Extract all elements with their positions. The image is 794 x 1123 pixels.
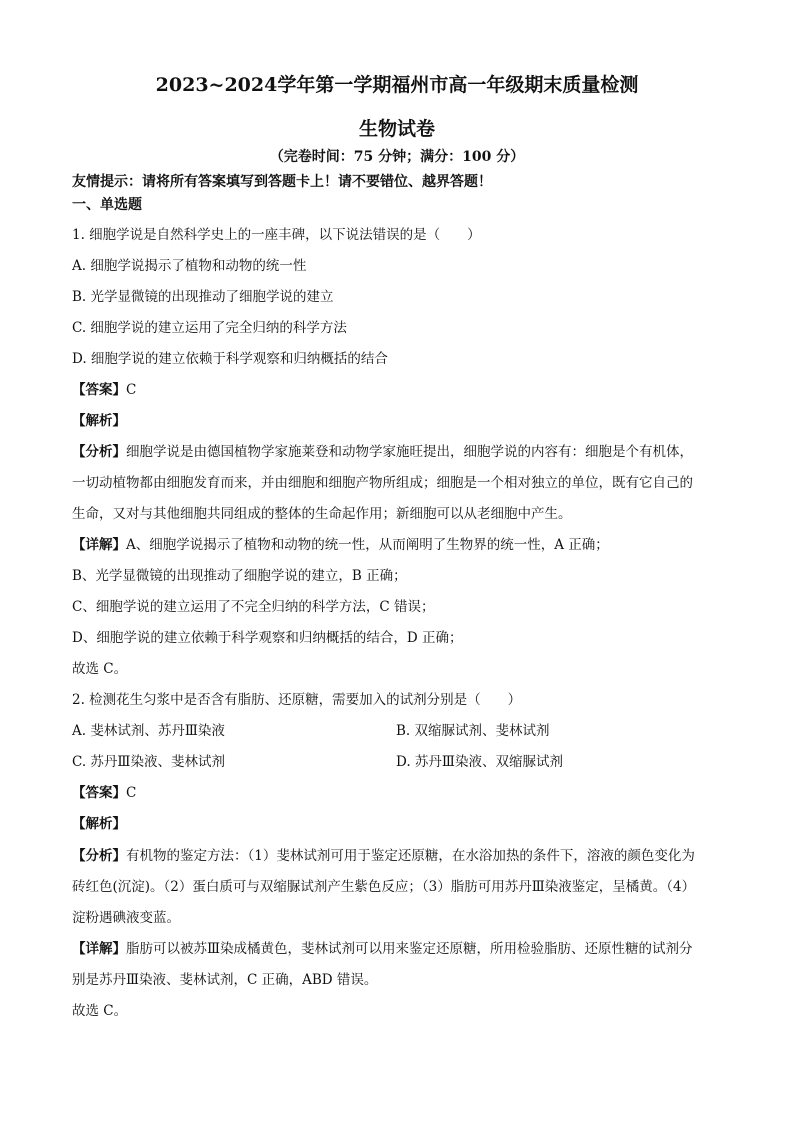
q2-analysis-tag: 【解析】 — [72, 816, 126, 832]
q2-stem: 2. 检测花生匀浆中是否含有脂肪、还原糖，需要加入的试剂分别是（ ） — [72, 692, 522, 708]
notice: 友情提示：请将所有答案填写到答题卡上！请不要错位、越界答题！ — [72, 174, 492, 190]
q2-option-b: B. 双缩脲试剂、斐林试剂 — [396, 723, 550, 739]
answer-tag: 【答案】 — [72, 382, 126, 398]
q1-fenxi-3: 生命，又对与其他细胞共同组成的整体的生命起作用；新细胞可以从老细胞中产生。 — [72, 506, 572, 522]
q1-detail-3: C、细胞学说的建立运用了不完全归纳的科学方法，C 错误； — [72, 599, 435, 615]
q2-fenxi-1 — [72, 846, 695, 866]
detail-tag: 【详解】 — [72, 941, 126, 957]
q2-answer — [72, 783, 136, 803]
detail-text: 脂肪可以被苏Ⅲ染成橘黄色，斐林试剂可以用来鉴定还原糖，所用检验脂肪、还原性糖的试剂分 — [126, 941, 693, 957]
exam-title: 2023~2024学年第一学期福州市高一年级期末质量检测 — [155, 74, 639, 96]
q1-detail-1 — [72, 535, 609, 555]
q2-option-d: D. 苏丹Ⅲ染液、双缩脲试剂 — [396, 754, 563, 770]
fenxi-text: 细胞学说是由德国植物学家施莱登和动物学家施旺提出，细胞学说的内容有：细胞是个有机体， — [126, 444, 693, 460]
q2-option-a: A. 斐林试剂、苏丹Ⅲ染液 — [72, 723, 225, 739]
q1-stem: 1. 细胞学说是自然科学史上的一座丰碑，以下说法错误的是（ ） — [72, 227, 481, 243]
q1-option-a: A. 细胞学说揭示了植物和动物的统一性 — [72, 258, 307, 274]
fenxi-text: 有机物的鉴定方法：（1）斐林试剂可用于鉴定还原糖，在水浴加热的条件下，溶液的颜色变化为 — [126, 848, 695, 864]
q2-detail-2: 别是苏丹Ⅲ染液、斐林试剂，C 正确，ABD 错误。 — [72, 972, 378, 988]
q1-option-d: D. 细胞学说的建立依赖于科学观察和归纳概括的结合 — [72, 351, 388, 367]
q1-analysis-tag: 【解析】 — [72, 413, 126, 429]
answer-value: C — [126, 382, 137, 398]
q2-conclusion: 故选 C。 — [72, 1003, 128, 1019]
q2-option-c: C. 苏丹Ⅲ染液、斐林试剂 — [72, 754, 225, 770]
fenxi-tag: 【分析】 — [72, 444, 126, 460]
q1-conclusion: 故选 C。 — [72, 661, 128, 677]
subject-title: 生物试卷 — [358, 118, 435, 140]
exam-meta: （完卷时间：75 分钟；满分：100 分） — [269, 149, 525, 165]
detail-text: A、细胞学说揭示了植物和动物的统一性，从而阐明了生物界的统一性，A 正确； — [126, 537, 609, 553]
q2-detail-1 — [72, 939, 693, 959]
q2-fenxi-2: 砖红色(沉淀)。（2）蛋白质可与双缩脲试剂产生紫色反应；（3）脂肪可用苏丹Ⅲ染液鉴定，呈橘黄。（4） — [72, 879, 696, 895]
q2-fenxi-3: 淀粉遇碘液变蓝。 — [72, 910, 180, 926]
answer-value: C — [126, 785, 137, 801]
answer-tag: 【答案】 — [72, 785, 126, 801]
detail-tag: 【详解】 — [72, 537, 126, 553]
q1-detail-4: D、细胞学说的建立依赖于科学观察和归纳概括的结合，D 正确； — [72, 630, 463, 646]
q1-fenxi-1 — [72, 442, 693, 462]
section-heading: 一、单选题 — [72, 197, 142, 213]
q1-option-b: B. 光学显微镜的出现推动了细胞学说的建立 — [72, 289, 334, 305]
q1-answer — [72, 380, 136, 400]
q1-fenxi-2: 一切动植物都由细胞发育而来，并由细胞和细胞产物所组成；细胞是一个相对独立的单位，既有它自己的 — [72, 475, 693, 491]
q1-detail-2: B、光学显微镜的出现推动了细胞学说的建立，B 正确； — [72, 568, 407, 584]
q1-option-c: C. 细胞学说的建立运用了完全归纳的科学方法 — [72, 320, 347, 336]
fenxi-tag: 【分析】 — [72, 848, 126, 864]
